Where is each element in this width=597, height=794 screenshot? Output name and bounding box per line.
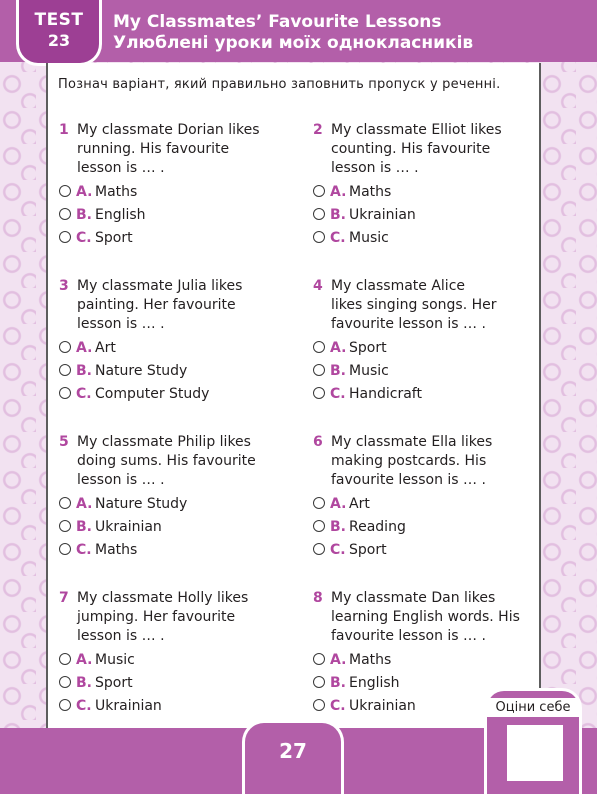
option-letter: B. <box>330 207 346 223</box>
question-text: My classmate Holly likes jumping. Her favourite lesson is … . <box>77 590 249 644</box>
option-letter: C. <box>76 230 92 246</box>
option-letter: B. <box>76 363 92 379</box>
radio-button[interactable] <box>313 676 325 688</box>
radio-button[interactable] <box>313 543 325 555</box>
radio-button[interactable] <box>313 653 325 665</box>
option-letter: B. <box>330 519 346 535</box>
question-number: 2 <box>313 122 323 138</box>
radio-button[interactable] <box>313 387 325 399</box>
title-ukrainian: Улюблені уроки моїх однокласників <box>113 33 474 53</box>
radio-button[interactable] <box>59 699 71 711</box>
radio-button[interactable] <box>313 185 325 197</box>
option-text: Computer Study <box>95 386 210 402</box>
option-text: Ukrainian <box>95 519 162 535</box>
self-assessment-field[interactable] <box>507 725 563 781</box>
question-number: 3 <box>59 278 69 294</box>
question-number: 8 <box>313 590 323 606</box>
option-text: Music <box>349 230 389 246</box>
option-text: Ukrainian <box>349 698 416 714</box>
option-text: Art <box>349 496 370 512</box>
option-text: Sport <box>95 230 133 246</box>
radio-button[interactable] <box>59 231 71 243</box>
radio-button[interactable] <box>59 497 71 509</box>
radio-button[interactable] <box>313 699 325 711</box>
radio-button[interactable] <box>59 364 71 376</box>
option-letter: B. <box>76 207 92 223</box>
radio-button[interactable] <box>313 231 325 243</box>
self-assessment-box <box>484 688 582 794</box>
option-text: Reading <box>349 519 406 535</box>
instruction-text: Познач варіант, який правильно заповнить пропуск у реченні. <box>58 77 501 92</box>
option-text: English <box>349 675 400 691</box>
option-text: Ukrainian <box>95 698 162 714</box>
radio-button[interactable] <box>59 676 71 688</box>
option-text: Sport <box>95 675 133 691</box>
option-letter: C. <box>76 698 92 714</box>
option-letter: A. <box>330 652 347 668</box>
option-text: Maths <box>349 184 392 200</box>
option-text: Sport <box>349 542 387 558</box>
option-letter: C. <box>76 542 92 558</box>
radio-button[interactable] <box>59 653 71 665</box>
test-label: TEST <box>34 10 84 30</box>
radio-button[interactable] <box>59 543 71 555</box>
option-letter: B. <box>330 675 346 691</box>
option-text: Maths <box>95 184 138 200</box>
option-text: English <box>95 207 146 223</box>
radio-button[interactable] <box>59 208 71 220</box>
question-number: 6 <box>313 434 323 450</box>
option-letter: A. <box>76 496 93 512</box>
question-text: My classmate Elliot likes counting. His favourite lesson is … . <box>331 122 502 176</box>
option-letter: A. <box>330 496 347 512</box>
radio-button[interactable] <box>59 185 71 197</box>
option-letter: A. <box>76 652 93 668</box>
option-letter: C. <box>76 386 92 402</box>
question-number: 7 <box>59 590 69 606</box>
question-text: My classmate Philip likes doing sums. His favourite lesson is … . <box>77 434 256 488</box>
radio-button[interactable] <box>313 497 325 509</box>
option-letter: B. <box>76 519 92 535</box>
self-assessment-label: Оціни себе <box>487 698 579 717</box>
option-text: Music <box>95 652 135 668</box>
question-text: My classmate Ella likes making postcards. His favourite lesson is … . <box>331 434 493 488</box>
option-letter: A. <box>76 184 93 200</box>
radio-button[interactable] <box>313 208 325 220</box>
question-number: 1 <box>59 122 69 138</box>
option-text: Maths <box>349 652 392 668</box>
test-number: 23 <box>47 31 71 50</box>
option-text: Ukrainian <box>349 207 416 223</box>
radio-button[interactable] <box>59 387 71 399</box>
option-text: Art <box>95 340 116 356</box>
question-text: My classmate Alice likes singing songs. Her favourite lesson is … . <box>331 278 497 332</box>
test-badge <box>16 0 102 66</box>
radio-button[interactable] <box>313 364 325 376</box>
option-letter: C. <box>330 698 346 714</box>
option-text: Sport <box>349 340 387 356</box>
radio-button[interactable] <box>313 341 325 353</box>
question-number: 4 <box>313 278 323 294</box>
option-letter: A. <box>330 340 347 356</box>
option-letter: A. <box>76 340 93 356</box>
radio-button[interactable] <box>59 341 71 353</box>
option-text: Music <box>349 363 389 379</box>
option-text: Handicraft <box>349 386 422 402</box>
page-number: 27 <box>242 720 344 794</box>
question-text: My classmate Dan likes learning English words. His favourite lesson is … . <box>331 590 520 644</box>
question-text: My classmate Dorian likes running. His favourite lesson is … . <box>77 122 260 176</box>
radio-button[interactable] <box>59 520 71 532</box>
question-number: 5 <box>59 434 69 450</box>
option-letter: B. <box>330 363 346 379</box>
option-text: Nature Study <box>95 496 188 512</box>
option-text: Nature Study <box>95 363 188 379</box>
question-text: My classmate Julia likes painting. Her favourite lesson is … . <box>77 278 243 332</box>
title-english: My Classmates’ Favourite Lessons <box>113 12 442 32</box>
option-letter: A. <box>330 184 347 200</box>
option-letter: C. <box>330 230 346 246</box>
option-letter: C. <box>330 386 346 402</box>
option-text: Maths <box>95 542 138 558</box>
option-letter: C. <box>330 542 346 558</box>
page-title <box>113 12 473 54</box>
radio-button[interactable] <box>313 520 325 532</box>
option-letter: B. <box>76 675 92 691</box>
